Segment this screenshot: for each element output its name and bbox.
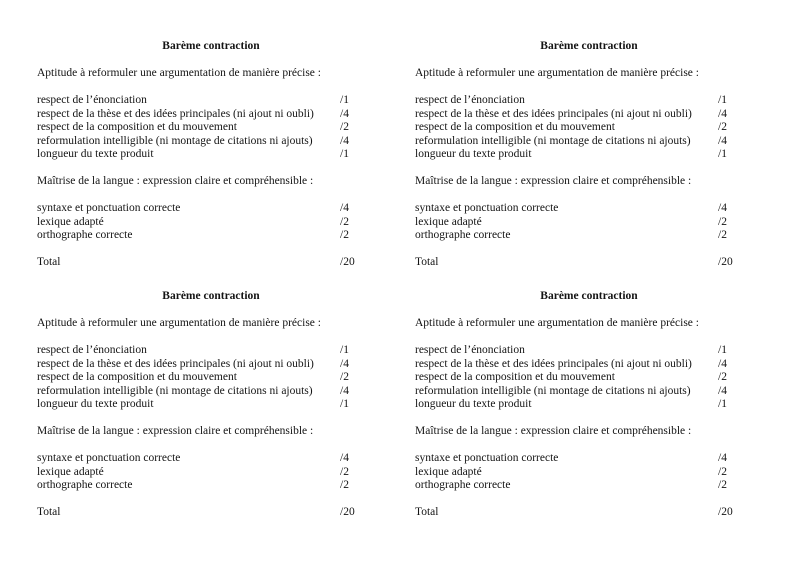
criterion-row: [37, 371, 385, 385]
langue-criteria-list: [37, 452, 385, 493]
aptitude-criteria-list: [37, 94, 385, 162]
criterion-row: [37, 229, 385, 243]
criterion-score: /4: [340, 134, 349, 147]
criterion-score: /4: [718, 107, 727, 120]
criterion-label: respect de la thèse et des idées principales (ni ajout ni oubli): [37, 107, 314, 120]
criterion-row: [37, 94, 385, 108]
criterion-label: respect de la composition et du mouvement: [415, 371, 615, 383]
criterion-label: reformulation intelligible (ni montage de citations ni ajouts): [37, 134, 313, 147]
rubric-copy-top-right: [415, 40, 763, 270]
criterion-score: /2: [340, 121, 349, 133]
criterion-row: [415, 108, 763, 122]
criterion-label: orthographe correcte: [37, 479, 133, 491]
criterion-score: /1: [718, 398, 727, 410]
total-label: Total: [415, 506, 439, 518]
criterion-score: /1: [340, 344, 349, 356]
criterion-label: syntaxe et ponctuation correcte: [415, 452, 559, 464]
aptitude-section-heading: Aptitude à reformuler une argumentation de manière précise :: [37, 67, 321, 79]
criterion-label: longueur du texte produit: [415, 148, 532, 160]
criterion-score: /1: [718, 148, 727, 160]
criterion-score: /2: [718, 215, 727, 228]
total-label: Total: [415, 256, 439, 268]
total-row: [415, 506, 763, 520]
criterion-score: /2: [718, 229, 727, 241]
criterion-label: lexique adapté: [415, 215, 482, 228]
criterion-label: respect de la thèse et des idées principales (ni ajout ni oubli): [37, 357, 314, 370]
rubric-block: [37, 40, 385, 270]
criterion-score: /2: [340, 229, 349, 241]
total-label: Total: [37, 256, 61, 268]
aptitude-section-heading: Aptitude à reformuler une argumentation de manière précise :: [415, 317, 699, 329]
criterion-row: [37, 135, 385, 149]
criterion-score: /2: [340, 215, 349, 228]
langue-section-heading: Maîtrise de la langue : expression claire et compréhensible :: [37, 175, 314, 187]
criterion-row: [37, 344, 385, 358]
criterion-label: orthographe correcte: [37, 229, 133, 241]
criterion-row: [415, 344, 763, 358]
criterion-row: [415, 94, 763, 108]
criterion-score: /4: [340, 357, 349, 370]
total-row: [415, 256, 763, 270]
total-score: /20: [718, 506, 733, 518]
langue-criteria-list: [37, 202, 385, 243]
criterion-row: [37, 452, 385, 466]
criterion-label: lexique adapté: [37, 215, 104, 228]
criterion-row: [415, 216, 763, 230]
rubric-title: Barème contraction: [540, 290, 638, 302]
criterion-label: respect de la thèse et des idées principales (ni ajout ni oubli): [415, 107, 692, 120]
total-score: /20: [340, 506, 355, 518]
rubric-block: [415, 290, 763, 520]
criterion-score: /4: [340, 384, 349, 397]
criterion-row: [415, 371, 763, 385]
criterion-row: [415, 398, 763, 412]
rubric-title: Barème contraction: [162, 290, 260, 302]
criterion-row: [415, 202, 763, 216]
aptitude-criteria-list: [415, 344, 763, 412]
rubric-block: [415, 40, 763, 270]
criterion-score: /4: [718, 384, 727, 397]
criterion-score: /1: [718, 94, 727, 106]
rubric-copy-top-left: [37, 40, 385, 270]
criterion-row: [415, 385, 763, 399]
criterion-label: respect de la thèse et des idées principales (ni ajout ni oubli): [415, 357, 692, 370]
criterion-row: [37, 202, 385, 216]
criterion-row: [37, 479, 385, 493]
criterion-label: reformulation intelligible (ni montage de citations ni ajouts): [415, 384, 691, 397]
langue-criteria-list: [415, 202, 763, 243]
criterion-label: longueur du texte produit: [415, 398, 532, 410]
aptitude-criteria-list: [37, 344, 385, 412]
langue-section-heading: Maîtrise de la langue : expression claire et compréhensible :: [37, 425, 314, 437]
criterion-label: respect de l’énonciation: [415, 94, 525, 106]
criterion-row: [415, 466, 763, 480]
criterion-row: [415, 121, 763, 135]
criterion-score: /2: [340, 371, 349, 383]
langue-section-heading: Maîtrise de la langue : expression claire et compréhensible :: [415, 175, 692, 187]
criterion-label: respect de la composition et du mouvement: [37, 371, 237, 383]
criterion-label: reformulation intelligible (ni montage de citations ni ajouts): [37, 384, 313, 397]
criterion-score: /4: [718, 202, 727, 214]
criterion-label: lexique adapté: [37, 465, 104, 478]
criterion-score: /4: [340, 107, 349, 120]
criterion-row: [37, 398, 385, 412]
total-row: [37, 256, 385, 270]
criterion-score: /2: [718, 465, 727, 478]
criterion-label: lexique adapté: [415, 465, 482, 478]
total-label: Total: [37, 506, 61, 518]
criterion-label: syntaxe et ponctuation correcte: [415, 202, 559, 214]
criterion-score: /1: [340, 94, 349, 106]
criterion-row: [37, 108, 385, 122]
langue-criteria-list: [415, 452, 763, 493]
langue-section-heading: Maîtrise de la langue : expression claire et compréhensible :: [415, 425, 692, 437]
criterion-score: /2: [718, 371, 727, 383]
criterion-label: orthographe correcte: [415, 479, 511, 491]
aptitude-section-heading: Aptitude à reformuler une argumentation de manière précise :: [415, 67, 699, 79]
criterion-score: /4: [718, 357, 727, 370]
criterion-row: [415, 148, 763, 162]
criterion-label: longueur du texte produit: [37, 398, 154, 410]
criterion-row: [415, 229, 763, 243]
criterion-score: /4: [718, 134, 727, 147]
total-score: /20: [340, 256, 355, 268]
rubric-copy-bottom-right: [415, 290, 763, 520]
aptitude-section-heading: Aptitude à reformuler une argumentation de manière précise :: [37, 317, 321, 329]
criterion-row: [415, 479, 763, 493]
criterion-row: [415, 452, 763, 466]
criterion-score: /4: [340, 452, 349, 464]
criterion-score: /1: [718, 344, 727, 356]
criterion-score: /2: [718, 479, 727, 491]
criterion-label: respect de la composition et du mouvement: [415, 121, 615, 133]
criterion-label: reformulation intelligible (ni montage de citations ni ajouts): [415, 134, 691, 147]
rubric-copy-bottom-left: [37, 290, 385, 520]
aptitude-criteria-list: [415, 94, 763, 162]
criterion-score: /4: [340, 202, 349, 214]
total-score: /20: [718, 256, 733, 268]
criterion-row: [37, 121, 385, 135]
criterion-row: [415, 135, 763, 149]
criterion-label: orthographe correcte: [415, 229, 511, 241]
criterion-label: syntaxe et ponctuation correcte: [37, 452, 181, 464]
criterion-row: [415, 358, 763, 372]
criterion-row: [37, 358, 385, 372]
criterion-score: /4: [718, 452, 727, 464]
criterion-label: respect de l’énonciation: [415, 344, 525, 356]
criterion-score: /1: [340, 398, 349, 410]
criterion-score: /1: [340, 148, 349, 160]
rubric-title: Barème contraction: [162, 40, 260, 52]
criterion-label: respect de la composition et du mouvement: [37, 121, 237, 133]
criterion-score: /2: [340, 465, 349, 478]
criterion-label: syntaxe et ponctuation correcte: [37, 202, 181, 214]
criterion-row: [37, 216, 385, 230]
criterion-score: /2: [718, 121, 727, 133]
criterion-row: [37, 466, 385, 480]
rubric-title: Barème contraction: [540, 40, 638, 52]
rubric-block: [37, 290, 385, 520]
criterion-label: longueur du texte produit: [37, 148, 154, 160]
criterion-label: respect de l’énonciation: [37, 344, 147, 356]
total-row: [37, 506, 385, 520]
criterion-score: /2: [340, 479, 349, 491]
criterion-row: [37, 148, 385, 162]
criterion-label: respect de l’énonciation: [37, 94, 147, 106]
criterion-row: [37, 385, 385, 399]
